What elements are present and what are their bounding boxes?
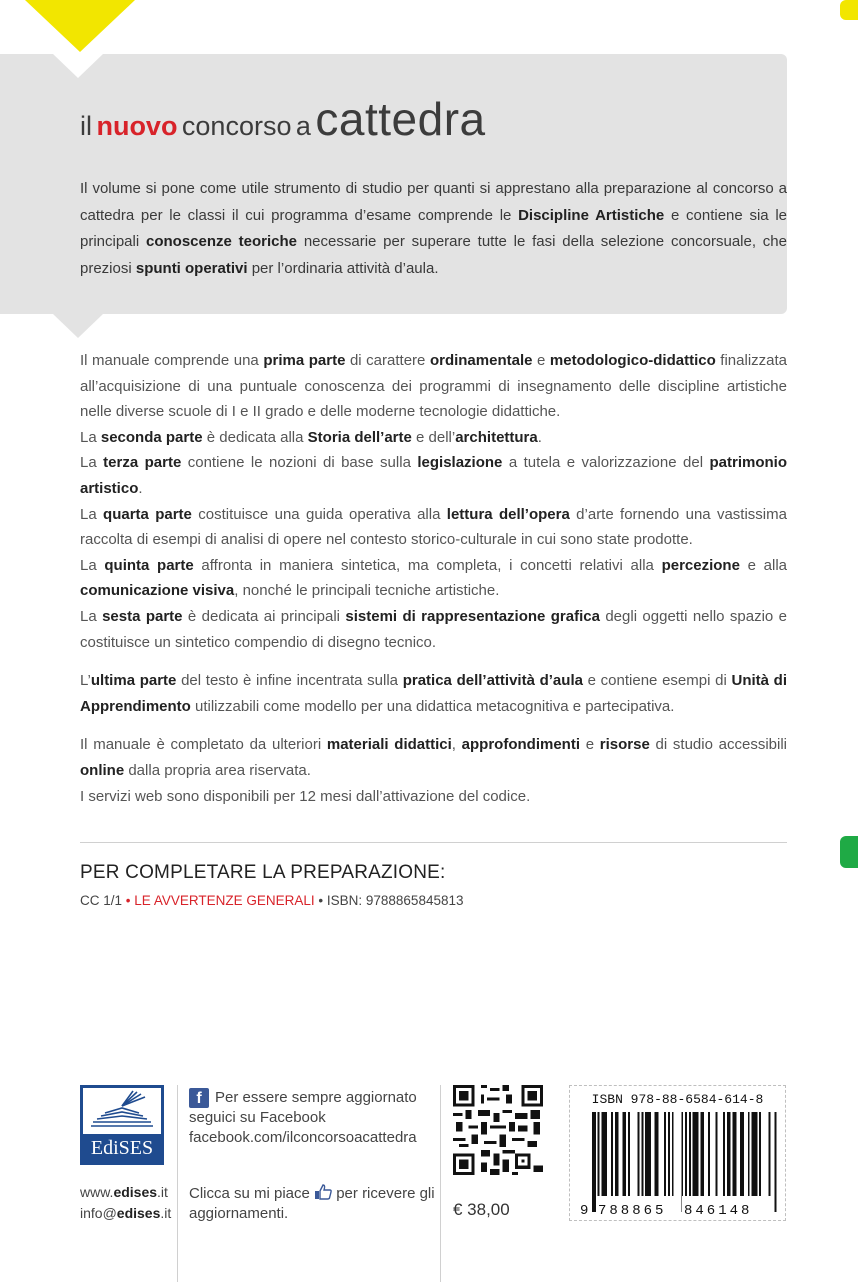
yellow-triangle-decoration xyxy=(25,0,135,52)
barcode-bar xyxy=(759,1112,761,1196)
paragraph-terza-parte: La terza parte contiene le nozioni di base sulla legislazione a tutela e valorizzazione del patrimonio artistico. xyxy=(80,454,787,497)
paragraph-quinta-parte: La quinta parte affronta in maniera sintetica, ma completa, i concetti relativi alla percezione e alla comunicazione visiva, nonché le principali tecniche artistiche. xyxy=(80,556,788,600)
related-title-line: CC 1/1 • LE AVVERTENZE GENERALI • ISBN: 9788865845813 xyxy=(80,893,464,908)
preparation-heading: PER COMPLETARE LA PREPARAZIONE: xyxy=(80,862,446,883)
barcode-bar xyxy=(723,1112,725,1196)
website-link[interactable]: www.edises.it xyxy=(80,1184,168,1200)
related-series-title: LE AVVERTENZE GENERALI xyxy=(134,893,315,908)
publisher-logo xyxy=(80,1085,164,1165)
barcode-bar xyxy=(693,1112,699,1196)
barcode-bar xyxy=(622,1112,626,1196)
barcode-group-2: 846148 xyxy=(684,1203,753,1216)
barcode-bar xyxy=(740,1112,744,1196)
barcode-bar xyxy=(733,1112,737,1196)
like-block: Clicca su mi piace per ricevere gli aggiornamenti. xyxy=(189,1185,435,1222)
panel-notch-bottom xyxy=(53,314,103,338)
book-logo-icon xyxy=(83,1088,161,1134)
barcode-bar xyxy=(672,1112,674,1196)
book-title xyxy=(80,93,486,145)
footer-divider-1 xyxy=(177,1085,178,1282)
title-il: il xyxy=(80,111,92,141)
barcode-bar xyxy=(655,1112,659,1196)
barcode-bar xyxy=(752,1112,758,1196)
paragraph-prima-parte: Il manuale comprende una prima parte di carattere ordinamentale e metodologico-didattico finalizzata all’acquisizione di una puntuale conoscenza dei programmi di insegnamento delle discipline artistiche nelle diverse scuole di I e II grado e delle moderne tecnologie didattiche. xyxy=(80,352,788,421)
related-isbn: ISBN: 9788865845813 xyxy=(326,893,464,908)
facebook-link[interactable]: facebook.com/ilconcorsoacattedra xyxy=(189,1129,417,1146)
email-link[interactable]: info@edises.it xyxy=(80,1205,172,1221)
barcode-bar xyxy=(611,1112,613,1196)
facebook-block: f Per essere sempre aggiornato seguici su Facebook facebook.com/ilconcorsoacattedra xyxy=(189,1089,417,1146)
paragraph-servizi-web: I servizi web sono disponibili per 12 mesi dall’attivazione del codice. xyxy=(80,787,531,805)
publisher-logo-text: EdiSES xyxy=(90,1137,154,1159)
isbn-barcode-label: ISBN 978-88-6584-614-8 xyxy=(591,1092,764,1107)
barcode-bar xyxy=(708,1112,710,1196)
paragraph-quarta-parte: La quarta parte costituisce una guida operativa alla lettura dell’opera d’arte fornendo una vastissima raccolta di esempi di analisi di opere nel contesto storico-culturale in cui sono state prodotte. xyxy=(80,505,787,549)
title-cattedra: cattedra xyxy=(315,93,486,145)
barcode xyxy=(578,1112,778,1216)
paragraph-materiali: Il manuale è completato da ulteriori materiali didattici, approfondimenti e risorse di studio accessibili online dalla propria area riservata. xyxy=(80,736,787,779)
barcode-bar xyxy=(641,1112,643,1196)
barcode-group-1: 788865 xyxy=(598,1203,667,1216)
barcode-bar xyxy=(602,1112,608,1196)
publisher-contacts xyxy=(80,1182,171,1224)
barcode-bar xyxy=(615,1112,619,1196)
isbn-barcode-panel xyxy=(569,1085,786,1221)
intro-paragraph: Il volume si pone come utile strumento di studio per quanti si apprestano alla preparazione al concorso a cattedra per le classi il cui programma d’esame comprende le Discipline Artistiche e contiene sia le principali conoscenze teoriche necessarie per superare tutte le fasi della selezione concorsuale, che preziosi spunti operativi per l’ordinaria attività d’aula. xyxy=(80,180,788,277)
barcode-bar xyxy=(716,1112,718,1196)
barcode-bar xyxy=(628,1112,630,1196)
paragraph-sesta-parte: La sesta parte è dedicata ai principali sistemi di rappresentazione grafica degli oggetti nello spazio e costituisce un sintetico compendio di disegno tecnico. xyxy=(80,607,788,651)
paragraph-ultima-parte: L’ultima parte del testo è infine incentrata sulla pratica dell’attività d’aula e contiene esempi di Unità di Apprendimento utilizzabili come modello per una didattica metacognitiva e partecipativa. xyxy=(80,672,788,715)
footer-divider-2 xyxy=(440,1085,441,1282)
title-a: a xyxy=(295,111,311,141)
barcode-bar xyxy=(592,1112,596,1212)
thumbs-up-icon xyxy=(314,1184,332,1200)
yellow-edge-tab xyxy=(840,0,858,20)
qr-code[interactable] xyxy=(453,1085,543,1175)
description-body xyxy=(80,348,787,809)
panel-notch-top xyxy=(53,54,103,78)
barcode-bar xyxy=(727,1112,731,1196)
facebook-icon: f xyxy=(189,1088,209,1108)
paragraph-seconda-parte: La seconda parte è dedicata alla Storia dell’arte e dell’architettura. xyxy=(80,428,542,446)
price: € 38,00 xyxy=(453,1200,510,1219)
barcode-bar xyxy=(774,1112,776,1212)
green-edge-tab xyxy=(840,836,858,868)
barcode-bar xyxy=(668,1112,670,1196)
title-concorso: concorso xyxy=(181,111,292,141)
section-divider xyxy=(80,842,787,843)
barcode-bar xyxy=(769,1112,771,1196)
barcode-bar xyxy=(748,1112,750,1196)
barcode-first-digit: 9 xyxy=(580,1203,589,1216)
barcode-bar xyxy=(645,1112,651,1196)
barcode-bar xyxy=(700,1112,704,1196)
title-nuovo: nuovo xyxy=(96,111,178,141)
barcode-bar xyxy=(664,1112,666,1196)
barcode-bar xyxy=(638,1112,640,1196)
